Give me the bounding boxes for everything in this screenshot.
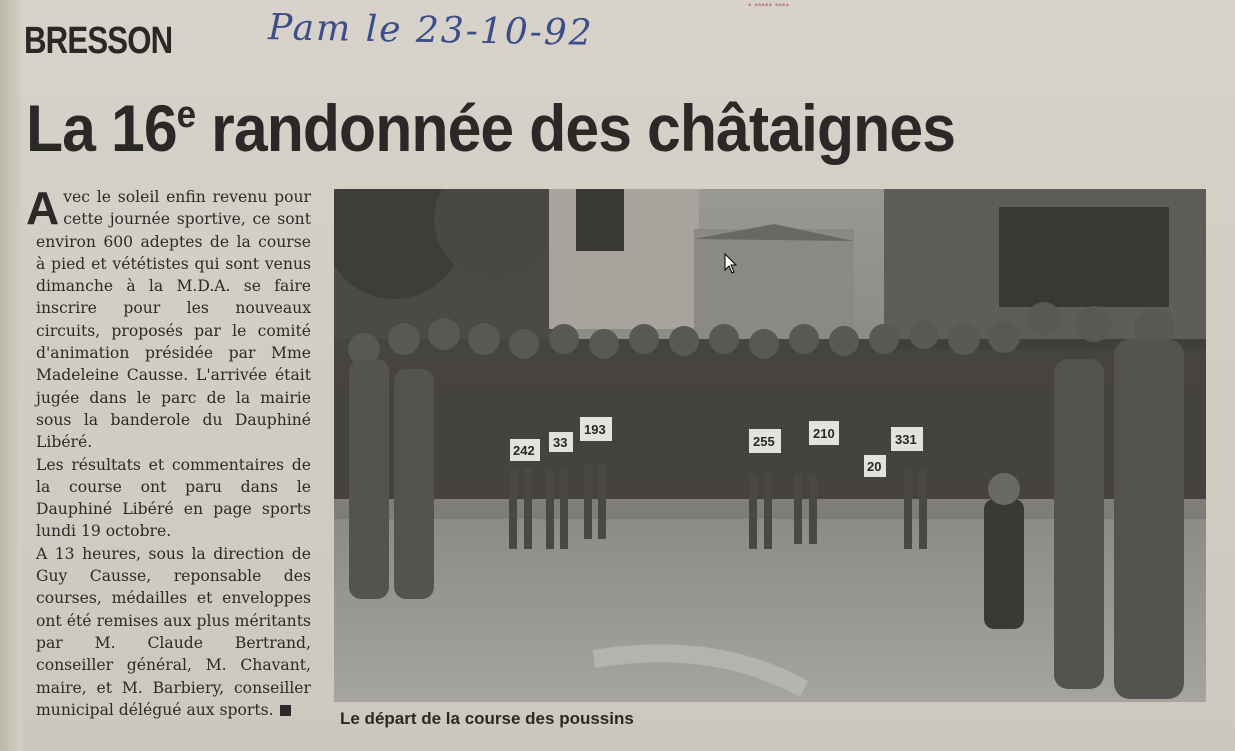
section-label: BRESSON: [24, 20, 173, 62]
race-start-photo: [334, 189, 1206, 702]
photo-illustration: [334, 189, 1206, 702]
end-of-article-mark: [280, 705, 291, 716]
photo-caption: Le départ de la course des poussins: [340, 709, 634, 728]
bleed-through-print: ▪ ▪▪▪▪▪ ▪▪▪▪: [748, 0, 790, 11]
bib-number: 210: [813, 426, 835, 441]
article-paragraph-3-text: A 13 heures, sous la direction de Guy Causse, reponsable des courses, médailles et enveloppes ont été remises aux plus méritants par M. Claude Bertrand, conseiller général, M. Chavant, maire, et M. Barbiery, conseiller municipal délégué aux sports.: [36, 544, 311, 719]
article-paragraph-3: [36, 543, 311, 721]
drop-cap: A: [26, 182, 60, 234]
paper-fold: [0, 0, 22, 751]
bib-number: 193: [584, 422, 606, 437]
headline: [26, 90, 955, 166]
handwritten-date-note: Pam le 23-10-92: [267, 7, 595, 54]
article-paragraph-1: vec le soleil enfin revenu pour cette journée sportive, ce sont environ 600 adeptes de la course à pied et vététistes qui sont venus dimanche à la M.D.A. se faire inscrire pour les nouveaux circuits, proposés par le comité d'animation présidée par Mme Madeleine Causse. L'arrivée était jugée dans le parc de la mairie sous la banderole du Dauphiné Libéré.: [36, 188, 311, 452]
article-paragraph-2: Les résultats et commentaires de la course ont paru dans le Dauphiné Libéré en page sports lundi 19 octobre.: [36, 455, 311, 541]
mouse-cursor-icon: [724, 253, 738, 275]
headline-prefix: La 16: [26, 91, 177, 165]
bib-number: 242: [513, 443, 535, 458]
headline-superscript: e: [176, 94, 196, 136]
bib-number: 20: [867, 459, 882, 474]
headline-suffix: randonnée des châtaignes: [195, 91, 956, 165]
bib-number: 255: [753, 434, 775, 449]
article-body: [26, 182, 311, 721]
bib-number: 331: [895, 432, 917, 447]
bib-number: 33: [553, 435, 568, 450]
